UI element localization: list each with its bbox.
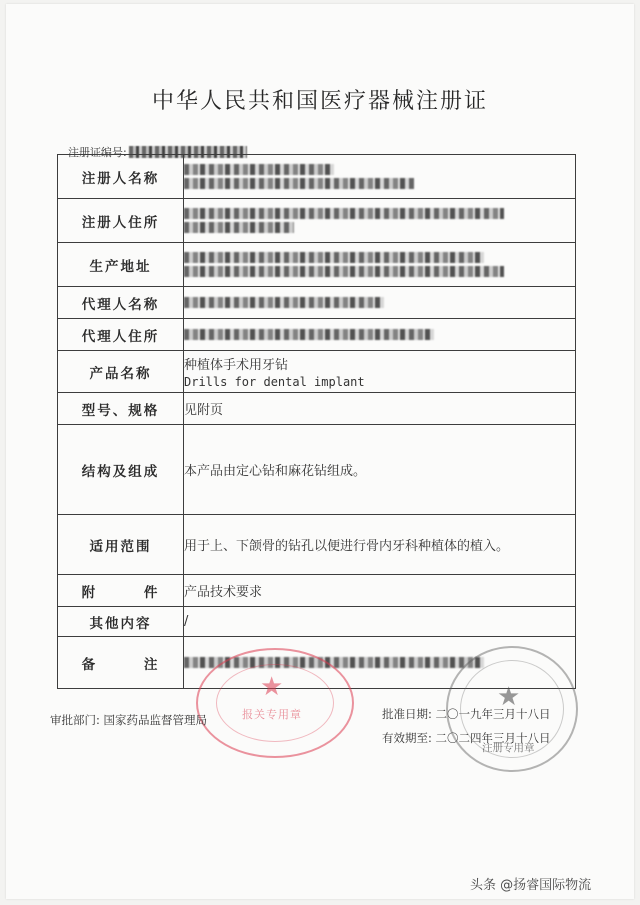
registration-number-label: 注册证编号: [68, 146, 127, 159]
structure-label: 结构及组成 [58, 425, 184, 515]
registration-seal-stamp [446, 646, 578, 772]
table-row [58, 515, 576, 575]
registrant-address-label: 注册人住所 [58, 199, 184, 243]
scope-label: 适用范围 [58, 515, 184, 575]
production-address-value [184, 243, 576, 287]
table-row [58, 243, 576, 287]
redacted-text [184, 266, 504, 277]
redacted-text [184, 164, 334, 175]
product-name-en: Drills for dental implant [184, 375, 365, 389]
attachment-value: 产品技术要求 [184, 575, 576, 607]
star-icon: ★ [497, 682, 521, 712]
table-row [58, 425, 576, 515]
agent-address-label: 代理人住所 [58, 319, 184, 351]
red-stamp-text: 报关专用章 [242, 708, 302, 721]
registrant-name-value [184, 155, 576, 199]
table-row [58, 607, 576, 637]
structure-value: 本产品由定心钻和麻花钻组成。 [184, 425, 576, 515]
certificate-title: 中华人民共和国医疗器械注册证 [151, 89, 488, 114]
redacted-text [184, 222, 294, 233]
product-name-value [184, 351, 576, 393]
other-label: 其他内容 [58, 607, 184, 637]
registrant-address-value [184, 199, 576, 243]
customs-seal-stamp [196, 648, 354, 758]
model-label: 型号、规格 [58, 393, 184, 425]
remarks-label: 备 注 [58, 637, 184, 689]
registrant-name-label: 注册人名称 [58, 155, 184, 199]
scope-value: 用于上、下颌骨的钻孔以便进行骨内牙科种植体的植入。 [184, 515, 576, 575]
table-row [58, 199, 576, 243]
approval-department: 审批部门: 国家药品监督管理局 [50, 713, 208, 727]
agent-name-label: 代理人名称 [58, 287, 184, 319]
redacted-text [184, 178, 414, 189]
registration-table [57, 154, 576, 689]
other-value: / [184, 607, 576, 637]
table-row [58, 393, 576, 425]
table-row [58, 575, 576, 607]
agent-address-value [184, 319, 576, 351]
redacted-text [184, 329, 434, 340]
star-icon: ★ [260, 672, 284, 702]
product-name-cn: 种植体手术用牙钻 [184, 358, 289, 373]
model-value: 见附页 [184, 393, 576, 425]
approval-date: 批准日期: 二〇一九年三月十八日 [382, 707, 551, 721]
table-row [58, 287, 576, 319]
table-row [58, 319, 576, 351]
table-row [58, 351, 576, 393]
valid-until: 有效期至: 二〇二四年三月十八日 [382, 731, 551, 745]
production-address-label: 生产地址 [58, 243, 184, 287]
redacted-text [184, 252, 484, 263]
redacted-text [184, 208, 504, 219]
redacted-text [184, 297, 384, 308]
product-name-label: 产品名称 [58, 351, 184, 393]
table-row [58, 155, 576, 199]
watermark-text: 头条 @扬睿国际物流 [470, 878, 592, 893]
agent-name-value [184, 287, 576, 319]
gray-stamp-text: 注册专用章 [482, 742, 535, 754]
attachment-label: 附 件 [58, 575, 184, 607]
